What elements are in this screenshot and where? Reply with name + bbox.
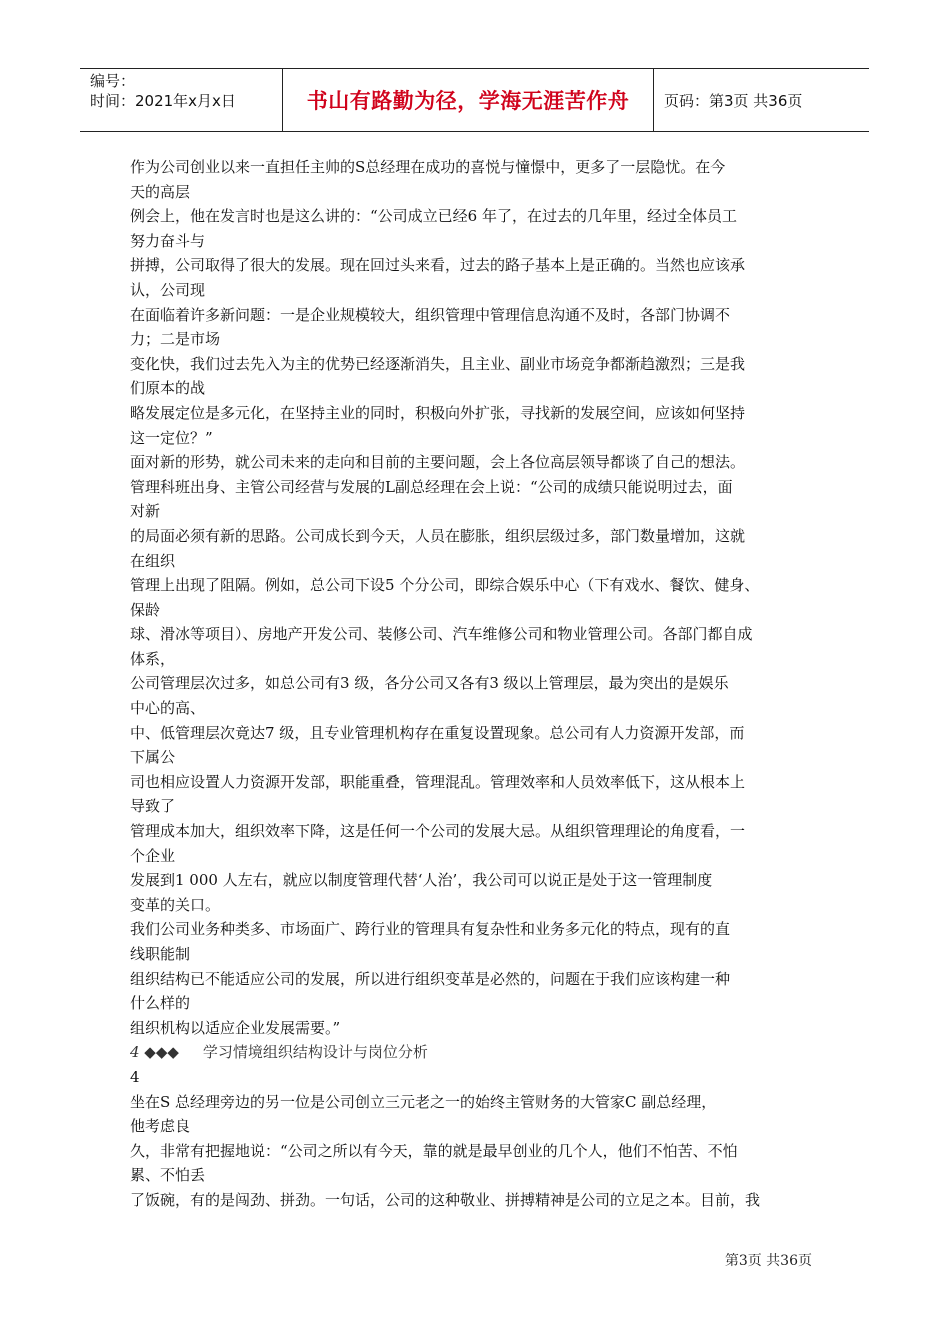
text-line: 变革的关口。 <box>130 895 221 914</box>
text-line: 他考虑良 <box>130 1117 191 1136</box>
text-line: 坐在S 总经理旁边的另一位是公司创立三元老之一的始终主管财务的大管家C 副总经理， <box>130 1092 717 1111</box>
time-label: 时间：2021年x月x日 <box>90 92 236 110</box>
text-line: 的局面必须有新的思路。公司成长到今天，人员在膨胀，组织层级过多，部门数量增加，这就 <box>130 526 746 545</box>
text-line: 个企业 <box>130 846 176 865</box>
text-line: 管理科班出身、主管公司经营与发展的L副总经理在会上说：“公司的成绩只能说明过去，面 <box>130 477 733 496</box>
document-header <box>80 68 869 132</box>
text-line: 们原本的战 <box>130 379 206 398</box>
text-line: 发展到1 000 人左右，就应以制度管理代替‘人治’，我公司可以说正是处于这一管理制度 <box>130 871 713 890</box>
text-line: 力；二是市场 <box>130 330 221 349</box>
header-meta <box>80 69 282 131</box>
text-line: 线职能制 <box>130 945 191 963</box>
section-title: 学习情境组织结构设计与岗位分析 <box>202 1043 428 1062</box>
header-page-label: 页码：第3页 共36页 <box>664 91 803 110</box>
text-line: 累、不怕丢 <box>130 1166 206 1185</box>
text-line: 组织机构以适应企业发展需要。” <box>130 1018 341 1037</box>
text-line: 中心的高、 <box>130 699 206 718</box>
section-marker: 4 ◆◆◆ <box>130 1043 179 1062</box>
text-line: 天的高层 <box>130 182 191 201</box>
text-line: 保龄 <box>130 600 161 619</box>
text-line: 管理成本加大，组织效率下降，这是任何一个公司的发展大忌。从组织管理理论的角度看，一 <box>130 822 746 841</box>
text-line: 作为公司创业以来一直担任主帅的S总经理在成功的喜悦与憧憬中，更多了一层隐忧。在今 <box>130 158 726 176</box>
text-line: 管理上出现了阻隔。例如，总公司下设5 个分公司，即综合娱乐中心（下有戏水、餐饮、健身、 <box>130 576 760 595</box>
text-line: 我们公司业务种类多、市场面广、跨行业的管理具有复杂性和业务多元化的特点，现有的直 <box>130 920 731 939</box>
text-line: 球、滑冰等项目）、房地产开发公司、装修公司、汽车维修公司和物业管理公司。各部门都自成 <box>130 625 753 644</box>
header-motto: 书山有路勤为径，学海无涯苦作舟 <box>282 69 654 131</box>
text-line: 公司管理层次过多，如总公司有3 级，各分公司又各有3 级以上管理层，最为突出的是娱乐 <box>130 674 729 693</box>
text-line: 了饭碗，有的是闯劲、拼劲。一句话，公司的这种敬业、拼搏精神是公司的立足之本。目前，我 <box>130 1190 761 1209</box>
text-line: 变化快，我们过去先入为主的优势已经逐渐消失，且主业、副业市场竞争都渐趋激烈；三是我 <box>130 354 746 373</box>
section-number: 4 <box>130 1067 140 1086</box>
text-line: 久，非常有把握地说：“公司之所以有今天，靠的就是最早创业的几个人，他们不怕苦、不怕 <box>130 1141 738 1160</box>
number-label: 编号： <box>90 72 136 90</box>
page-footer: 第3页 共36页 <box>724 1253 812 1269</box>
text-line: 略发展定位是多元化，在坚持主业的同时，积极向外扩张，寻找新的发展空间，应该如何坚持 <box>130 403 746 422</box>
text-line: 这一定位？” <box>130 428 213 447</box>
text-line: 导致了 <box>130 797 176 816</box>
text-line: 组织结构已不能适应公司的发展，所以进行组织变革是必然的，问题在于我们应该构建一种 <box>130 969 731 988</box>
text-line: 例会上，他在发言时也是这么讲的：“公司成立已经6 年了，在过去的几年里，经过全体员工 <box>130 207 737 226</box>
document-body <box>130 155 820 1213</box>
text-line: 在面临着许多新问题：一是企业规模较大，组织管理中管理信息沟通不及时，各部门协调不 <box>130 305 731 324</box>
text-line: 拼搏，公司取得了很大的发展。现在回过头来看，过去的路子基本上是正确的。当然也应该承 <box>130 256 746 275</box>
text-line: 努力奋斗与 <box>130 231 206 250</box>
text-line: 认，公司现 <box>130 280 206 299</box>
text-line: 体系， <box>130 649 176 668</box>
text-line: 下属公 <box>130 748 176 767</box>
text-line: 对新 <box>130 502 161 521</box>
text-line: 面对新的形势，就公司未来的走向和目前的主要问题，会上各位高层领导都谈了自己的想法。 <box>130 453 746 472</box>
text-line: 司也相应设置人力资源开发部，职能重叠，管理混乱。管理效率和人员效率低下，这从根本上 <box>130 772 746 791</box>
text-line: 中、低管理层次竟达7 级，且专业管理机构存在重复设置现象。总公司有人力资源开发部，而 <box>130 723 745 742</box>
section-heading <box>130 1040 820 1065</box>
text-line: 什么样的 <box>130 994 191 1013</box>
text-line: 在组织 <box>130 551 176 570</box>
